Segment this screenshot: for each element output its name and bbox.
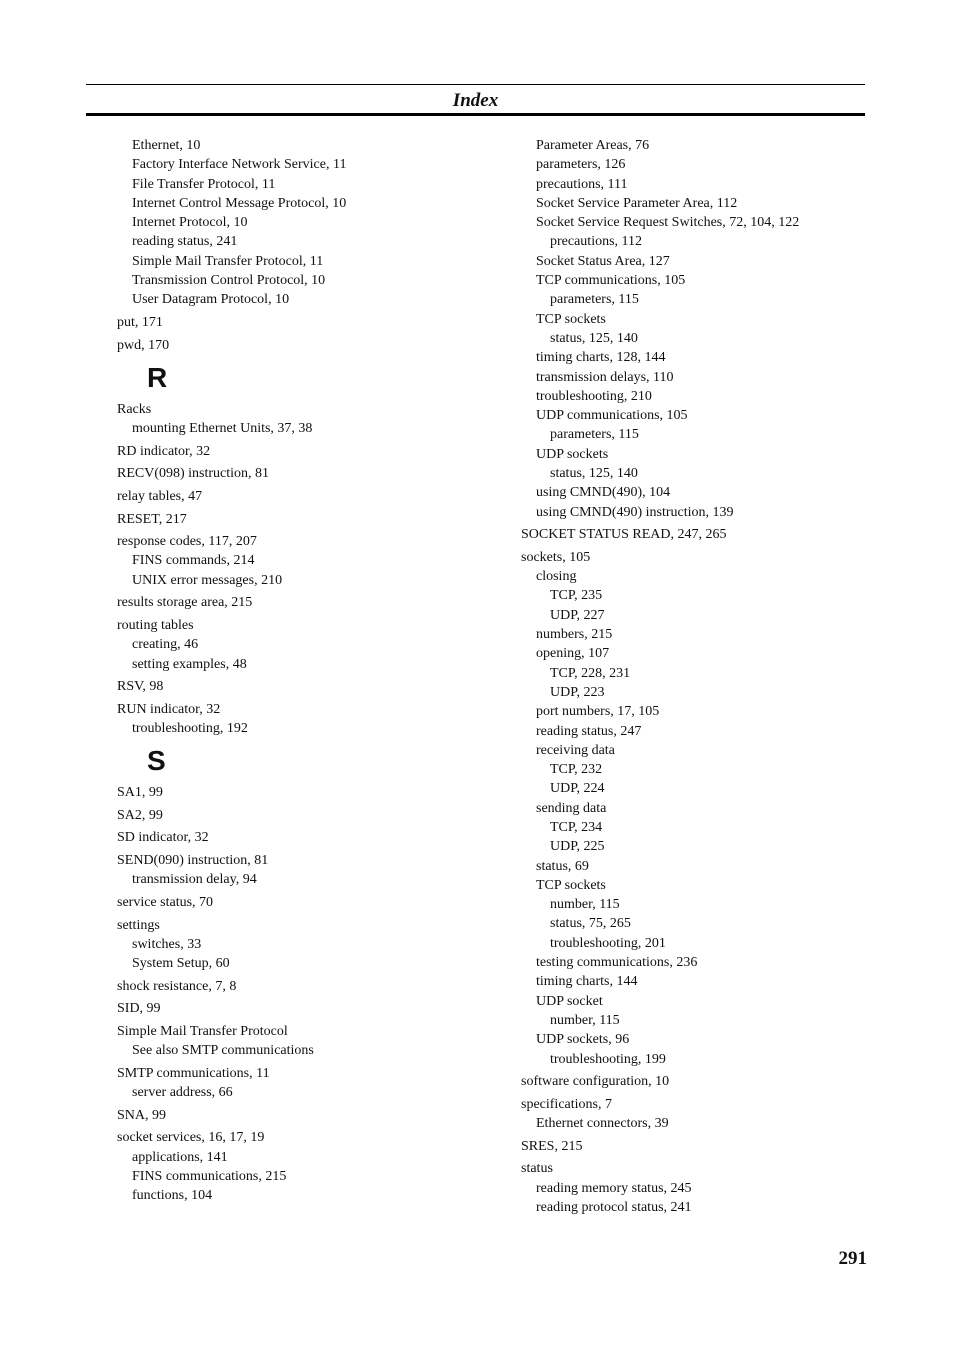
index-subentry: Socket Status Area, 127 [536, 253, 670, 269]
index-entry: SRES, 215 [521, 1138, 583, 1154]
header-rule-top [86, 84, 865, 85]
section-heading-s: S [147, 745, 166, 777]
index-entry: shock resistance, 7, 8 [117, 978, 237, 994]
index-subentry: UDP, 225 [550, 839, 605, 855]
index-subentry: functions, 104 [132, 1188, 213, 1204]
index-entry: results storage area, 215 [117, 595, 253, 611]
index-entry: RSV, 98 [117, 679, 164, 695]
index-entry: sockets, 105 [521, 549, 591, 565]
index-subentry: User Datagram Protocol, 10 [132, 292, 290, 308]
index-subentry: status, 125, 140 [550, 330, 638, 346]
index-entry: put, 171 [117, 314, 163, 330]
index-entry: Racks [117, 401, 152, 417]
index-subentry: FINS communications, 215 [132, 1168, 287, 1184]
index-subentry: System Setup, 60 [132, 956, 230, 972]
index-subentry: UDP socket [536, 993, 603, 1009]
index-subentry: status, 125, 140 [550, 466, 638, 482]
index-subentry: applications, 141 [132, 1149, 228, 1165]
index-subentry: testing communications, 236 [536, 955, 698, 971]
index-subentry: number, 115 [550, 1012, 620, 1028]
index-subentry: Simple Mail Transfer Protocol, 11 [132, 253, 324, 269]
index-subentry: troubleshooting, 210 [536, 388, 652, 404]
page-number: 291 [838, 1248, 867, 1269]
index-entry: SEND(090) instruction, 81 [117, 853, 269, 869]
index-subentry: number, 115 [550, 897, 620, 913]
index-subentry: status, 69 [536, 858, 589, 874]
index-subentry: Factory Interface Network Service, 11 [132, 157, 347, 173]
index-subentry: mounting Ethernet Units, 37, 38 [132, 421, 313, 437]
index-subentry: Internet Control Message Protocol, 10 [132, 195, 347, 211]
index-subentry: Ethernet connectors, 39 [536, 1116, 669, 1132]
index-subentry: switches, 33 [132, 936, 202, 952]
index-subentry: using CMND(490), 104 [536, 485, 671, 501]
index-subentry: server address, 66 [132, 1085, 233, 1101]
index-entry: SMTP communications, 11 [117, 1065, 270, 1081]
index-subentry: TCP sockets [536, 311, 606, 327]
index-subentry: transmission delay, 94 [132, 872, 257, 888]
index-subentry: reading memory status, 245 [536, 1180, 692, 1196]
index-subentry: TCP, 234 [550, 819, 603, 835]
index-entry: settings [117, 917, 160, 933]
index-entry: SID, 99 [117, 1001, 161, 1017]
index-subentry: reading status, 247 [536, 723, 642, 739]
index-subentry: parameters, 126 [536, 157, 626, 173]
index-entry: status [521, 1161, 553, 1177]
index-subentry: UDP communications, 105 [536, 408, 688, 424]
index-entry: SA1, 99 [117, 785, 163, 801]
index-subentry: UDP sockets, 96 [536, 1032, 630, 1048]
index-entry: SD indicator, 32 [117, 830, 209, 846]
index-entry: Simple Mail Transfer Protocol [117, 1023, 288, 1039]
index-subentry: Parameter Areas, 76 [536, 138, 650, 153]
index-subentry: sending data [536, 800, 607, 816]
index-subentry: Transmission Control Protocol, 10 [132, 273, 326, 289]
index-entry: response codes, 117, 207 [117, 534, 257, 550]
index-subentry: reading protocol status, 241 [536, 1199, 692, 1215]
index-subentry: parameters, 115 [550, 292, 639, 308]
index-subentry: TCP, 232 [550, 762, 603, 778]
index-subentry: troubleshooting, 199 [550, 1051, 666, 1067]
index-subentry: UDP sockets [536, 446, 609, 462]
index-entry: RECV(098) instruction, 81 [117, 466, 270, 482]
index-subentry: status, 75, 265 [550, 916, 631, 932]
index-subentry: port numbers, 17, 105 [536, 704, 660, 720]
index-entry: routing tables [117, 617, 194, 633]
page-title: Index [452, 90, 499, 111]
index-subentry: troubleshooting, 201 [550, 935, 666, 951]
index-subentry: setting examples, 48 [132, 656, 247, 672]
index-subentry: Socket Service Parameter Area, 112 [536, 195, 738, 211]
index-entry: socket services, 16, 17, 19 [117, 1130, 265, 1146]
index-subentry: TCP sockets [536, 877, 606, 893]
index-subentry: Socket Service Request Switches, 72, 104, 122 [536, 215, 800, 231]
index-subentry: closing [536, 569, 577, 585]
index-entry: specifications, 7 [521, 1096, 612, 1112]
index-entry: pwd, 170 [117, 337, 170, 353]
index-entry: service status, 70 [117, 894, 214, 910]
index-subentry: UDP, 223 [550, 684, 605, 700]
index-entry: relay tables, 47 [117, 488, 203, 504]
index-subentry: using CMND(490) instruction, 139 [536, 504, 734, 520]
index-subentry: File Transfer Protocol, 11 [132, 176, 276, 192]
index-subentry: transmission delays, 110 [536, 369, 674, 385]
index-subentry: TCP, 228, 231 [550, 665, 631, 681]
index-entry: RUN indicator, 32 [117, 701, 221, 717]
index-subentry: UDP, 224 [550, 781, 605, 797]
index-subentry: creating, 46 [132, 637, 199, 653]
index-column-left [117, 136, 497, 1205]
index-entry: software configuration, 10 [521, 1074, 670, 1090]
index-subentry: timing charts, 144 [536, 974, 638, 990]
index-subentry: precautions, 112 [550, 234, 643, 250]
index-column-right [521, 136, 901, 1217]
index-entry: RD indicator, 32 [117, 443, 211, 459]
index-subentry: numbers, 215 [536, 627, 613, 643]
index-subentry: reading status, 241 [132, 234, 238, 250]
index-subentry: UDP, 227 [550, 607, 605, 623]
index-entry: SA2, 99 [117, 807, 163, 823]
index-entry: RESET, 217 [117, 511, 187, 527]
index-subentry: TCP communications, 105 [536, 273, 686, 289]
index-subentry: See also SMTP communications [132, 1043, 314, 1059]
index-subentry: parameters, 115 [550, 427, 639, 443]
index-subentry: UNIX error messages, 210 [132, 572, 283, 588]
header-rule-bottom [86, 113, 865, 116]
index-subentry: TCP, 235 [550, 588, 603, 604]
index-subentry: troubleshooting, 192 [132, 720, 248, 736]
index-entry: SNA, 99 [117, 1107, 167, 1123]
index-subentry: precautions, 111 [536, 176, 628, 192]
index-subentry: receiving data [536, 742, 615, 758]
index-subentry: opening, 107 [536, 646, 610, 662]
index-entry: SOCKET STATUS READ, 247, 265 [521, 527, 727, 543]
index-subentry: FINS commands, 214 [132, 553, 255, 569]
section-heading-r: R [147, 361, 168, 393]
index-subentry: Internet Protocol, 10 [132, 215, 248, 231]
index-subentry: timing charts, 128, 144 [536, 350, 666, 366]
index-subentry: Ethernet, 10 [132, 138, 201, 153]
